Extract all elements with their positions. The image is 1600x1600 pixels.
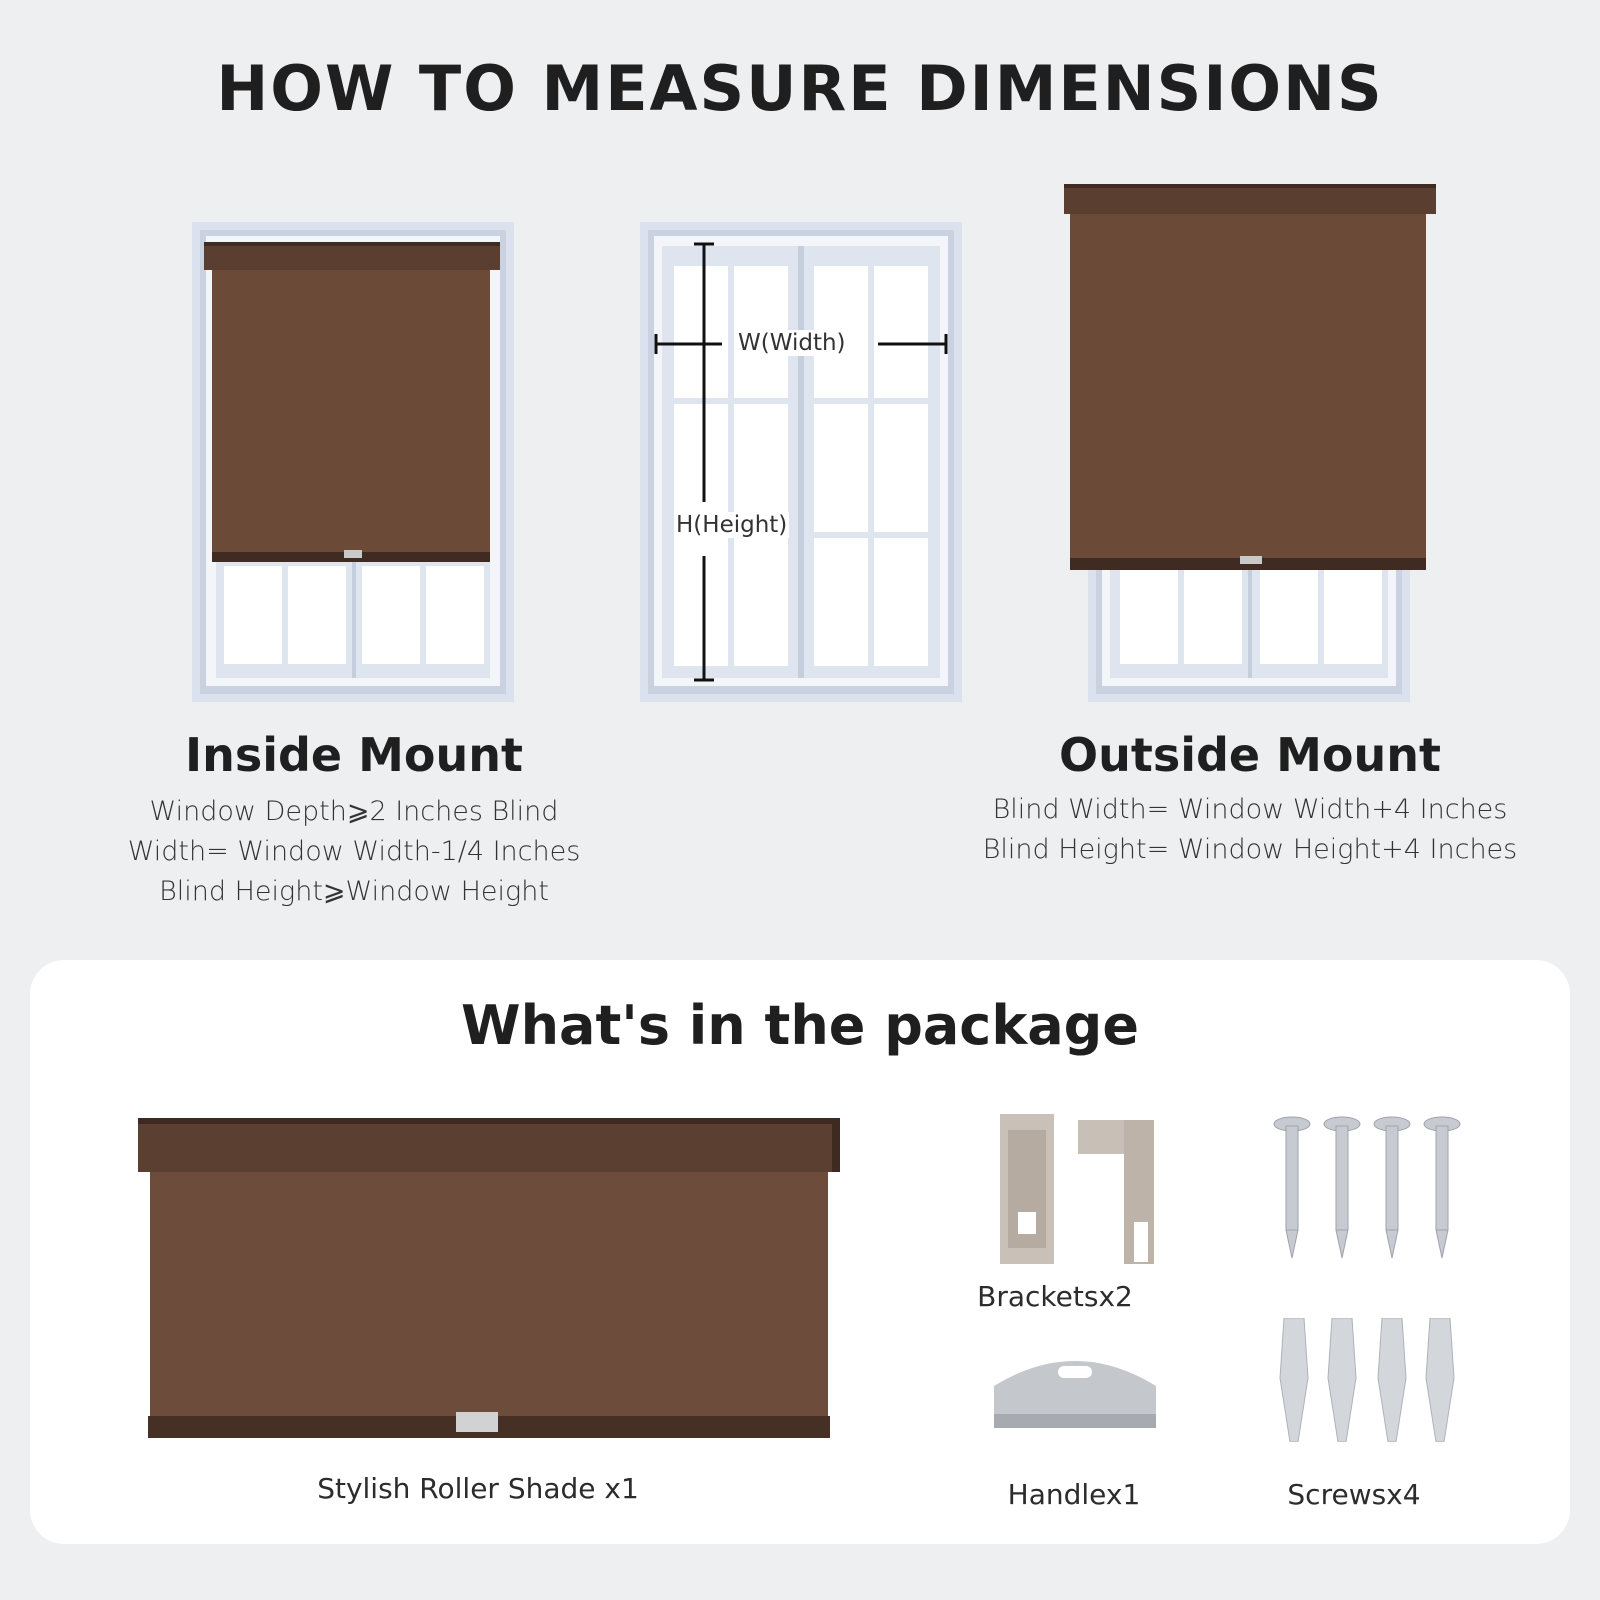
inside-mount-instructions xyxy=(60,792,648,912)
outside-mount-line: Blind Height= Window Height+4 Inches xyxy=(982,834,1518,865)
height-label: H(Height) xyxy=(676,512,788,538)
screws-label: Screwsx4 xyxy=(1287,1478,1421,1511)
handle-image xyxy=(990,1346,1160,1428)
package-title: What's in the package xyxy=(461,994,1139,1057)
measurement-window-illustration xyxy=(640,222,962,702)
outside-mount-illustration xyxy=(1064,184,1436,702)
brackets-image xyxy=(998,1112,1158,1268)
inside-mount-illustration xyxy=(192,222,514,702)
inside-mount-line: Window Depth⩾2 Inches Blind xyxy=(149,796,559,827)
width-label: W(Width) xyxy=(738,330,846,356)
outside-mount-instructions xyxy=(930,790,1570,870)
screws-image xyxy=(1270,1114,1470,1264)
inside-mount-line: Blind Height⩾Window Height xyxy=(159,876,549,907)
inside-mount-title: Inside Mount xyxy=(184,728,523,782)
shade-label: Stylish Roller Shade x1 xyxy=(317,1472,639,1505)
roller-shade-image xyxy=(138,1118,840,1438)
outside-mount-line: Blind Width= Window Width+4 Inches xyxy=(992,794,1508,825)
inside-mount-line: Width= Window Width-1/4 Inches xyxy=(127,836,581,867)
outside-mount-title: Outside Mount xyxy=(1059,728,1441,782)
page-title: HOW TO MEASURE DIMENSIONS xyxy=(216,52,1384,125)
package-panel xyxy=(30,960,1570,1544)
brackets-label: Bracketsx2 xyxy=(977,1280,1133,1313)
wall-anchors-image xyxy=(1274,1318,1464,1442)
handle-label: Handlex1 xyxy=(1007,1478,1141,1511)
